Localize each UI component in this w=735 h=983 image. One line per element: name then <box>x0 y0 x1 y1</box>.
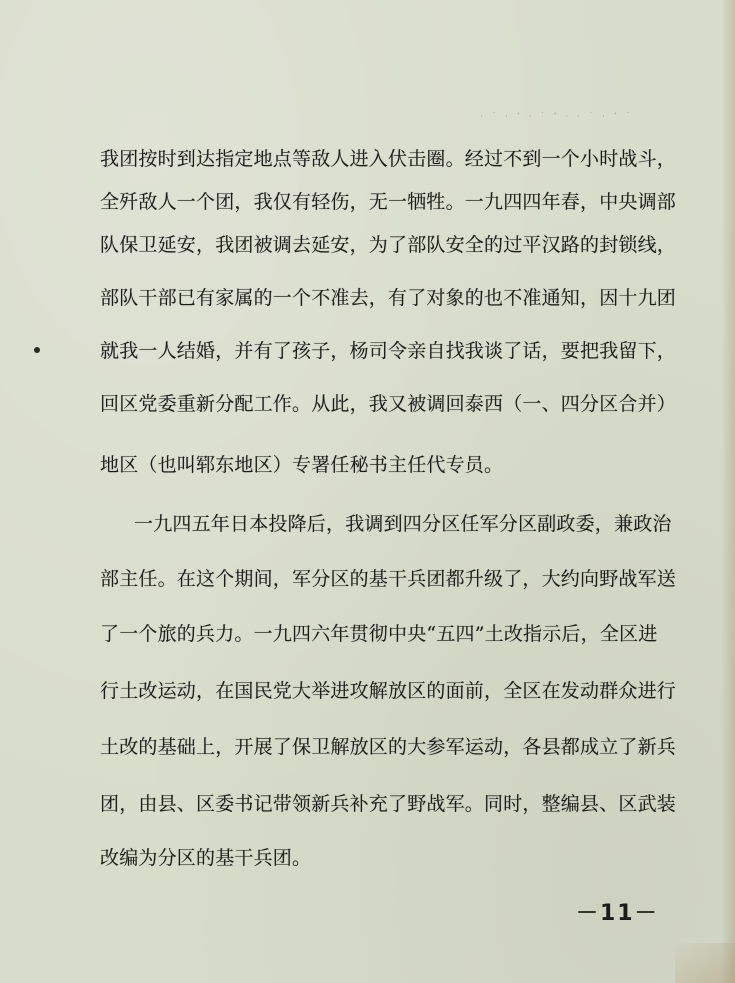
paragraph-2-line-6: 团，由县、区委书记带领新兵补充了野战军。同时，整编县、区武装 <box>100 793 677 815</box>
page-number: －11－ <box>576 901 659 926</box>
paper-edge-shadow <box>721 0 735 983</box>
paper-corner-stain <box>675 943 735 983</box>
paragraph-1-line-6: 回区党委重新分配工作。从此，我又被调回泰西（一、四分区合并） <box>100 393 677 415</box>
ink-specks-decoration: · ˙ · ʼ · ˙ ʻ · · ˙ · ʼ ˙ <box>480 112 634 122</box>
paragraph-1-line-2: 全歼敌人一个团，我仅有轻伤，无一牺牲。一九四四年春，中央调部 <box>100 191 677 213</box>
paragraph-2-line-7: 改编为分区的基干兵团。 <box>100 847 312 869</box>
paragraph-2-line-4: 行土改运动，在国民党大举进攻解放区的面前，全区在发动群众进行 <box>100 680 677 702</box>
paragraph-1-line-3: 队保卫延安，我团被调去延安，为了部队安全的过平汉路的封锁线， <box>100 234 677 256</box>
paragraph-2-line-2: 部主任。在这个期间，军分区的基干兵团都升级了，大约向野战军送 <box>100 568 677 590</box>
punch-mark <box>34 347 40 353</box>
paragraph-2-line-3: 了一个旅的兵力。一九四六年贯彻中央“五四”土改指示后，全区进 <box>100 623 658 645</box>
paragraph-1-line-1: 我团按时到达指定地点等敌人进入伏击圈。经过不到一个小时战斗， <box>100 148 677 170</box>
paragraph-2-line-5: 土改的基础上，开展了保卫解放区的大参军运动，各县都成立了新兵 <box>100 736 677 758</box>
paragraph-2-line-1: 一九四五年日本投降后，我调到四分区任军分区副政委，兼政治 <box>134 513 672 535</box>
paragraph-1-line-5: 就我一人结婚，并有了孩子，杨司令亲自找我谈了话，要把我留下， <box>100 340 677 362</box>
paragraph-1-line-4: 部队干部已有家属的一个不准去，有了对象的也不准通知，因十九团 <box>100 287 677 309</box>
paragraph-1-line-7: 地区（也叫郓东地区）专署任秘书主任代专员。 <box>100 454 504 476</box>
